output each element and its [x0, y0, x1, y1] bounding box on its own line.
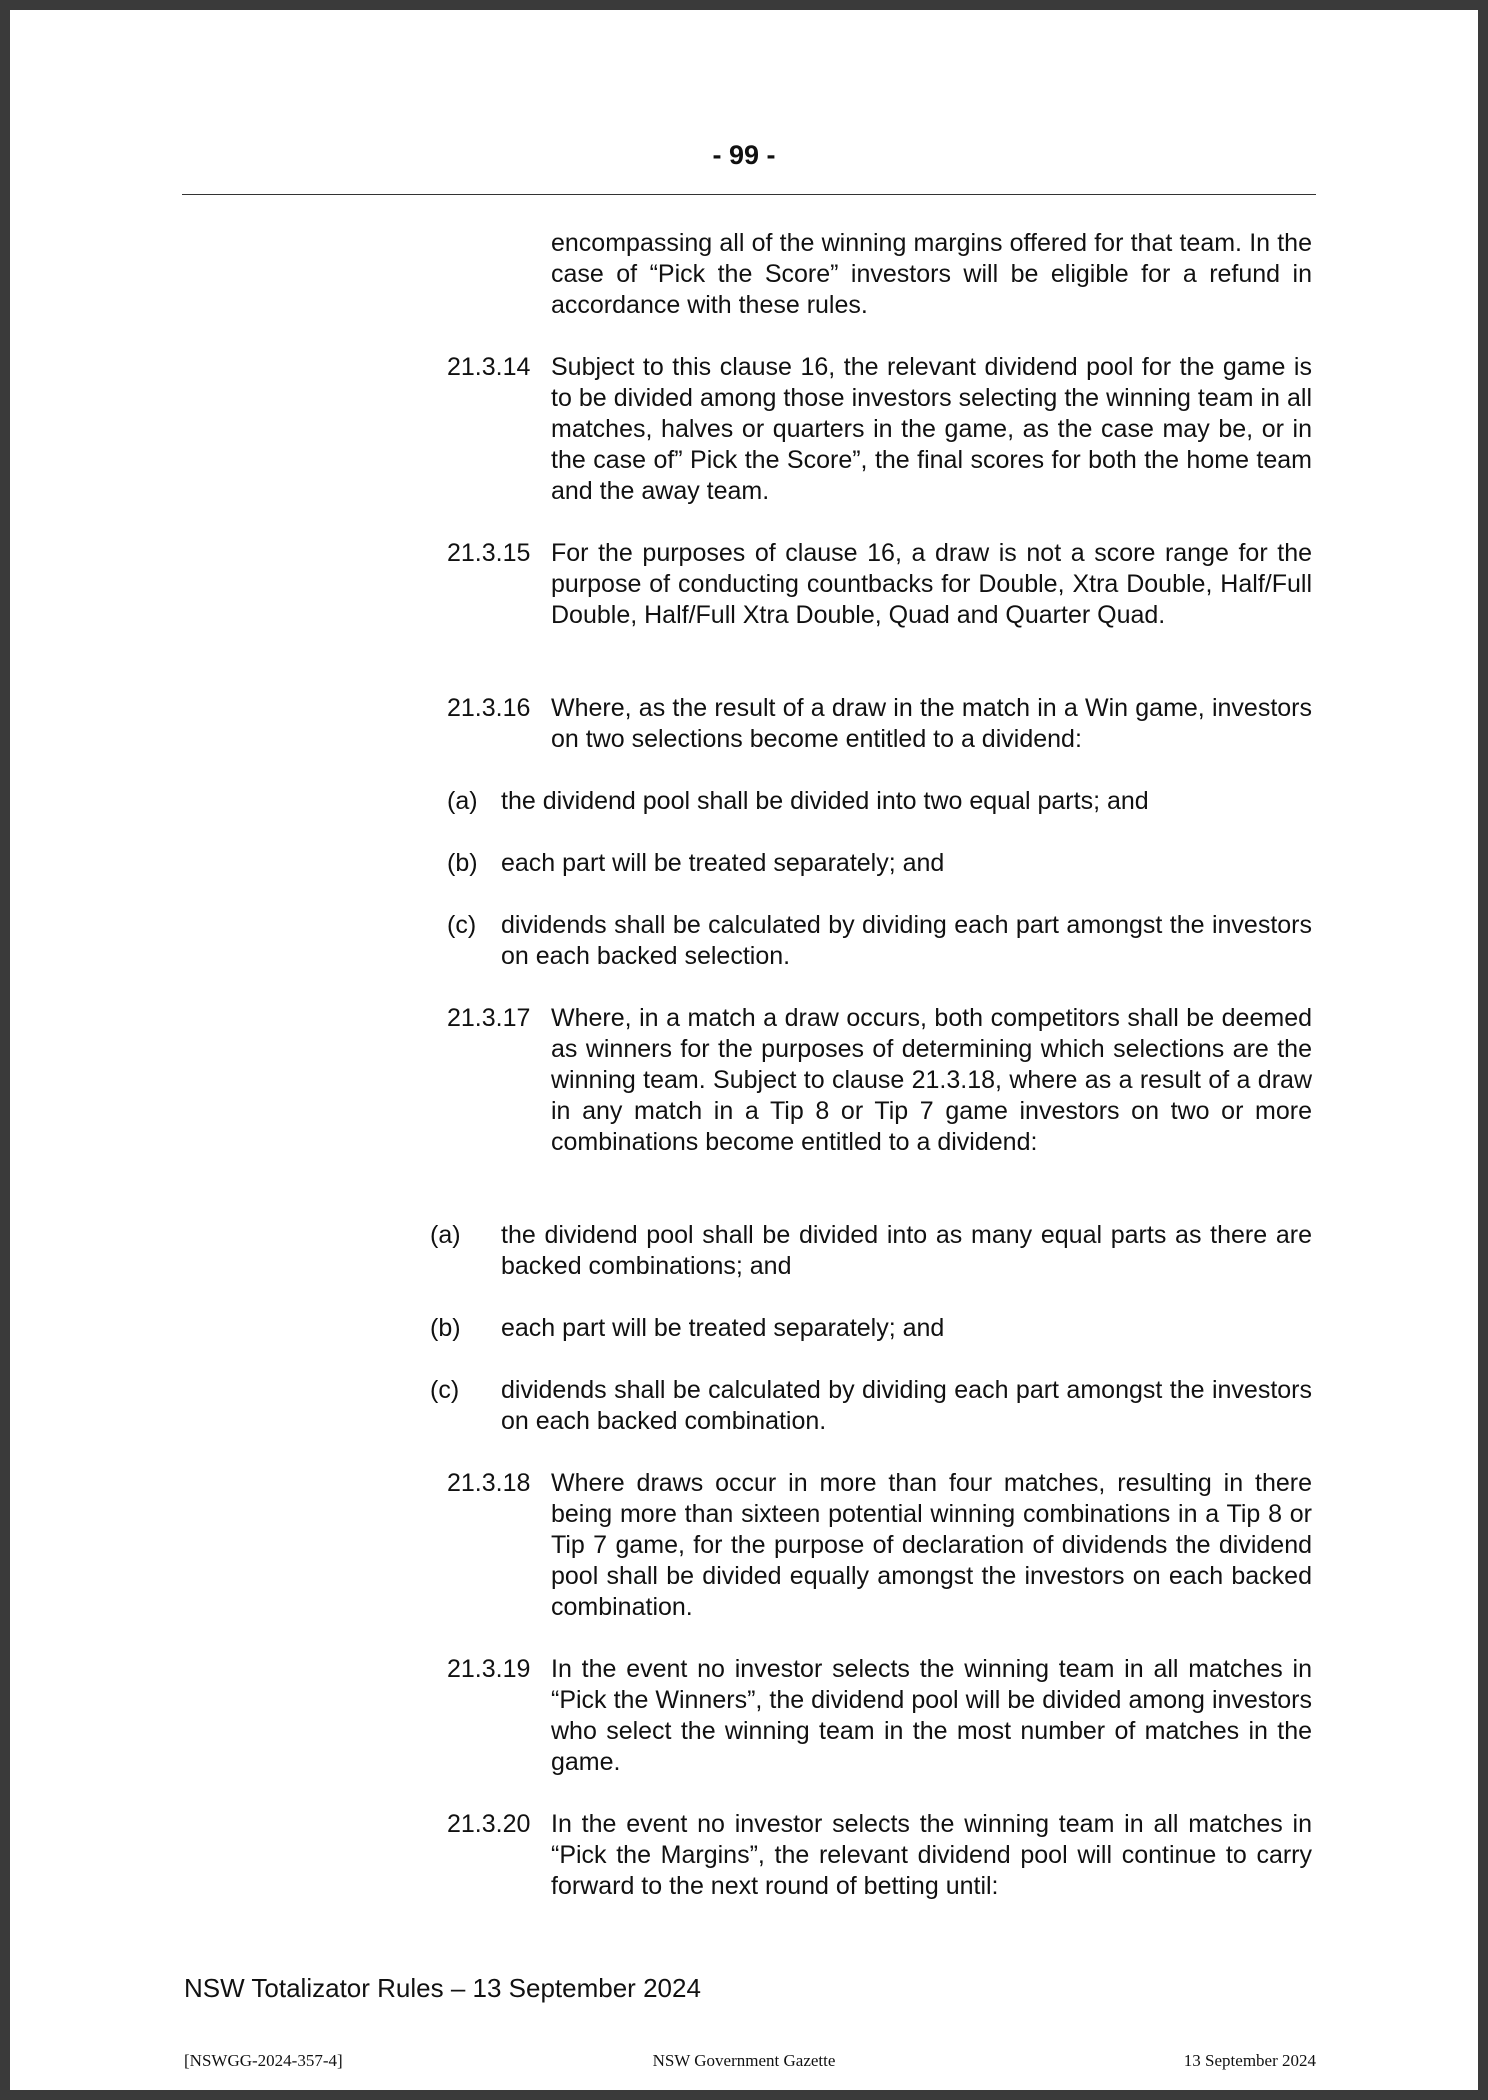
subclause-label: (a) — [447, 787, 478, 815]
subclause-label: (b) — [430, 1314, 461, 1342]
clause-text: Where, as the result of a draw in the match in a Win game, investors on two selections become entitled to a dividend: — [551, 694, 1312, 753]
subclause-label: (b) — [447, 849, 478, 877]
gazette-id: [NSWGG-2024-357-4] — [184, 2051, 343, 2070]
subclause-text: dividends shall be calculated by dividing each part amongst the investors on each backed combination. — [501, 1376, 1312, 1435]
subclause-text: each part will be treated separately; and — [501, 1314, 945, 1342]
clause-number: 21.3.17 — [447, 1004, 531, 1032]
clause-number: 21.3.14 — [447, 353, 531, 381]
subclause-label: (c) — [430, 1376, 460, 1404]
clause-number: 21.3.16 — [447, 694, 531, 722]
clause-text: In the event no investor selects the winning team in all matches in “Pick the Winners”, the dividend pool will be divided among investors who select the winning team in the most number of matches in the game. — [551, 1655, 1312, 1776]
page-number: - 99 - — [712, 140, 776, 170]
clause-text: Where draws occur in more than four matches, resulting in there being more than sixteen potential winning combinations in a Tip 8 or Tip 7 game, for the purpose of declaration of dividends the dividend pool shall be divided equally amongst the investors on each backed combination. — [551, 1469, 1312, 1621]
subclause-text: dividends shall be calculated by dividing each part amongst the investors on each backed selection. — [501, 911, 1312, 970]
clause-text: encompassing all of the winning margins offered for that team. In the case of “Pick the Score” investors will be eligible for a refund in accordance with these rules. — [551, 229, 1312, 319]
subclause-label: (a) — [430, 1221, 461, 1249]
clause-text: Where, in a match a draw occurs, both competitors shall be deemed as winners for the purposes of determining which selections are the winning team. Subject to clause 21.3.18, where as a result of a draw in any match in a Tip 8 or Tip 7 game investors on two or more combinations become entitled to a dividend: — [551, 1004, 1312, 1156]
subclause-label: (c) — [447, 911, 477, 939]
clause-text: Subject to this clause 16, the relevant dividend pool for the game is to be divided among those investors selecting the winning team in all matches, halves or quarters in the game, as the case may be, or in the case of” Pick the Score”, the final scores for both the home team and the away team. — [551, 353, 1312, 505]
header-divider — [182, 194, 1316, 195]
gazette-name: NSW Government Gazette — [652, 2051, 836, 2070]
gazette-date: 13 September 2024 — [1183, 2051, 1316, 2070]
subclause-text: the dividend pool shall be divided into as many equal parts as there are backed combinations; and — [501, 1221, 1312, 1280]
clause-number: 21.3.19 — [447, 1655, 531, 1683]
clause-text: In the event no investor selects the winning team in all matches in “Pick the Margins”, the relevant dividend pool will continue to carry forward to the next round of betting until: — [551, 1810, 1312, 1900]
document-page — [10, 10, 1478, 2090]
clause-number: 21.3.20 — [447, 1810, 531, 1838]
subclause-text: each part will be treated separately; and — [501, 849, 945, 877]
clause-number: 21.3.18 — [447, 1469, 531, 1497]
clause-number: 21.3.15 — [447, 539, 531, 567]
footer-title: NSW Totalizator Rules – 13 September 2024 — [184, 1973, 701, 2003]
clause-text: For the purposes of clause 16, a draw is not a score range for the purpose of conducting countbacks for Double, Xtra Double, Half/Full Double, Half/Full Xtra Double, Quad and Quarter Quad. — [551, 539, 1312, 629]
subclause-text: the dividend pool shall be divided into two equal parts; and — [501, 787, 1149, 815]
